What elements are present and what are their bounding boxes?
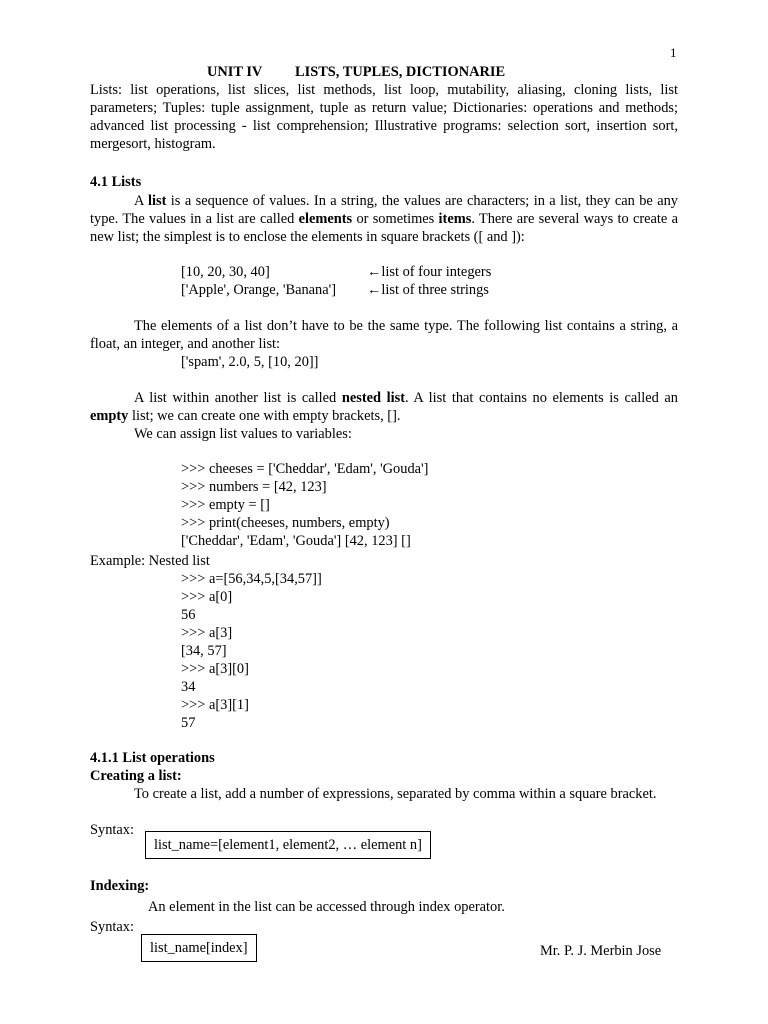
author-footer: Mr. P. J. Merbin Jose xyxy=(540,943,662,959)
example-code-strings: ['Apple', Orange, 'Banana'] xyxy=(181,282,337,298)
nested-code-line: 56 xyxy=(181,607,196,623)
mixed-types-paragraph: The elements of a list don’t have to be the same type. The following list contains a string, a float, an integer, and another list: xyxy=(90,318,678,352)
title-topic: LISTS, TUPLES, DICTIONARIE xyxy=(295,64,506,80)
nested-code-line: 34 xyxy=(181,679,196,695)
text-run: A list within another list is called xyxy=(134,390,342,406)
text-run: . A list that contains no elements is called an xyxy=(405,390,679,406)
text-run: . There are several ways to create a new list; the simplest is to enclose the elements in square brackets ([ and ]): xyxy=(90,211,678,245)
example-note-integers xyxy=(367,263,491,281)
nested-list-example-label: Example: Nested list xyxy=(90,553,210,569)
page-number: 1 xyxy=(670,45,677,60)
assign-code-line: >>> print(cheeses, numbers, empty) xyxy=(181,515,390,531)
intro-paragraph: Lists: list operations, list slices, list methods, list loop, mutability, aliasing, cloning lists, list parameters; Tuples: tuple assignment, tuple as return value; Dictionaries: operations and methods; advanced list processing - list comprehension; Illustrative programs: selection sort, insertion sort, mergesort, histogram. xyxy=(90,82,678,152)
syntax-box-creating: list_name=[element1, element2, … element n] xyxy=(145,831,431,859)
assign-paragraph: We can assign list values to variables: xyxy=(134,426,352,442)
nested-code-line: >>> a[3][1] xyxy=(181,697,249,713)
term-empty: empty xyxy=(90,408,129,424)
term-list: list xyxy=(148,193,167,209)
nested-list-paragraph xyxy=(90,389,678,425)
nested-code-line: >>> a[0] xyxy=(181,589,233,605)
nested-code-line: >>> a=[56,34,5,[34,57]] xyxy=(181,571,322,587)
section-heading-4-1-1: 4.1.1 List operations xyxy=(90,750,215,766)
assign-code-line: ['Cheddar', 'Edam', 'Gouda'] [42, 123] [] xyxy=(181,533,411,549)
example-note-strings xyxy=(367,281,489,299)
indexing-paragraph: An element in the list can be accessed through index operator. xyxy=(148,899,505,915)
section-heading-4-1: 4.1 Lists xyxy=(90,174,142,190)
term-items: items xyxy=(438,211,472,227)
syntax-label: Syntax: xyxy=(90,822,134,838)
subheading-indexing: Indexing: xyxy=(90,878,150,894)
text-run: is a sequence of values. In a string, the values are characters; in a list, they can be any type. The values in a list are called xyxy=(90,193,679,227)
nested-code-line: >>> a[3][0] xyxy=(181,661,249,677)
term-elements: elements xyxy=(298,211,353,227)
text-run: or sometimes xyxy=(352,211,439,227)
assign-code-line: >>> cheeses = ['Cheddar', 'Edam', 'Gouda'] xyxy=(181,461,429,477)
creating-list-paragraph: To create a list, add a number of expressions, separated by comma within a square bracket. xyxy=(134,786,657,802)
subheading-creating-list: Creating a list: xyxy=(90,768,182,784)
assign-code-line: >>> empty = [] xyxy=(181,497,270,513)
nested-code-line: >>> a[3] xyxy=(181,625,233,641)
title-unit: UNIT IV xyxy=(207,64,263,80)
nested-code-line: [34, 57] xyxy=(181,643,227,659)
text-run: A xyxy=(134,193,149,209)
note-text: list of three strings xyxy=(381,282,489,298)
left-arrow-icon: ← xyxy=(367,282,382,298)
nested-code-line: 57 xyxy=(181,715,196,731)
term-nested-list: nested list xyxy=(341,390,406,406)
lists-paragraph xyxy=(90,192,678,246)
note-text: list of four integers xyxy=(381,264,492,280)
example-code-integers: [10, 20, 30, 40] xyxy=(181,264,270,280)
syntax-label: Syntax: xyxy=(90,919,134,935)
syntax-box-indexing: list_name[index] xyxy=(141,934,257,962)
mixed-types-code: ['spam', 2.0, 5, [10, 20]] xyxy=(181,354,319,370)
left-arrow-icon: ← xyxy=(367,264,382,280)
text-run: list; we can create one with empty brackets, []. xyxy=(128,408,401,424)
assign-code-line: >>> numbers = [42, 123] xyxy=(181,479,327,495)
